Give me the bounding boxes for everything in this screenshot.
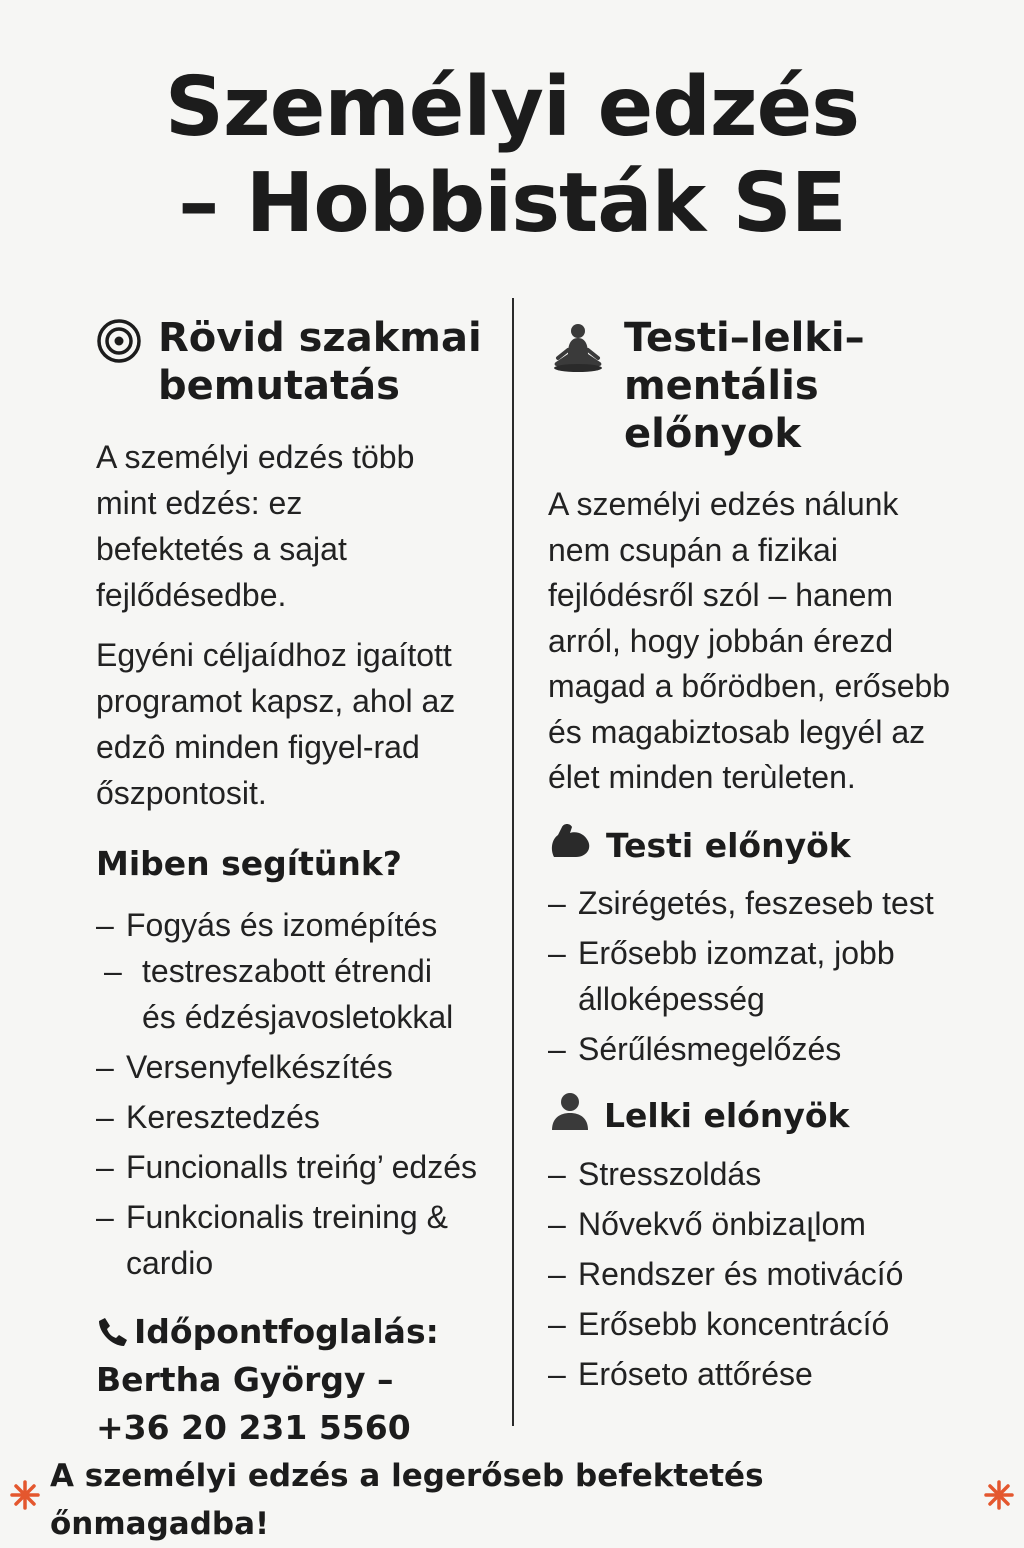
list-item: – Erősebb koncentrácíó <box>548 1301 978 1347</box>
target-icon <box>96 318 142 375</box>
booking-contact <box>96 1308 496 1452</box>
booking-label-row <box>96 1308 496 1356</box>
list-item: – Funkcionalis treining & cardio <box>96 1194 486 1286</box>
physical-heading <box>548 821 978 872</box>
benefits-paragraph: A személyi edzés nálunk nem csupán a fizikai fejlódésről szól – hanem arról, hogy jobbán érezd magad a bőrödben, erősebb és magabiztosab legyél az élet minden terùleten. <box>548 486 951 795</box>
person-silhouette-icon <box>548 1090 592 1143</box>
list-item: – Zsirégetés, feszeseb test <box>548 880 978 926</box>
intro-paragraph-1: A személyi edzés több mint edzés: ez befektetés a sajat fejlődésedbe. <box>96 439 415 613</box>
benefits-heading-text: Testi–lelki–mentális előnyok <box>624 315 865 457</box>
list-item: – Keresztedzés <box>96 1094 496 1140</box>
mental-benefits-list <box>548 1151 978 1397</box>
footer-text: A személyi edzés a legerőseb befektetés őnmagadba! <box>50 1458 764 1542</box>
mental-heading-text: Lelki elónyök <box>604 1096 850 1135</box>
sparkle-icon <box>984 1476 1014 1524</box>
benefits-heading <box>548 314 978 458</box>
list-item: – testreszabott étrendi és édzésjavosletokkal <box>104 948 472 1040</box>
list-item: – Sérűlésmegelőzés <box>548 1026 978 1072</box>
footer-tagline <box>0 1452 1024 1548</box>
contact-phone[interactable]: +36 20 231 5560 <box>96 1408 411 1447</box>
intro-heading-text: Rövid szakmai bemutatás <box>158 315 482 409</box>
booking-label: Időpontfoglalás: <box>134 1312 439 1351</box>
list-item: – Erősebb izomzat, jobb álloképesség <box>548 930 958 1022</box>
mental-heading <box>548 1090 978 1143</box>
list-item: – Erósetо attőrése <box>548 1351 978 1397</box>
sparkle-icon <box>10 1476 40 1524</box>
list-item: – Versenyfelkészítés <box>96 1044 496 1090</box>
title-line-2: – Hobbisták SE <box>178 156 846 251</box>
intro-heading <box>96 314 496 410</box>
page-title <box>0 60 1024 252</box>
right-column <box>548 314 978 1397</box>
left-column <box>96 314 496 1452</box>
help-heading <box>96 842 496 886</box>
title-line-1: Személyi edzés <box>164 60 860 155</box>
flexed-bicep-icon <box>548 821 594 872</box>
meditation-icon <box>548 322 608 385</box>
physical-heading-text: Testi előnyök <box>606 826 851 865</box>
intro-paragraph-2: Egyéni céljaídhoz igaított programot kapsz, ahol az edzô minden figyel-rad őszpontosit. <box>96 637 456 811</box>
list-item: – Rendszer és motivácíó <box>548 1251 978 1297</box>
phone-icon <box>96 1315 130 1349</box>
column-divider <box>512 298 514 1426</box>
list-item: – Fogyás és izomépítés <box>96 902 496 948</box>
help-heading-text: Miben segítünk? <box>96 844 402 883</box>
list-item: – Stresszoldás <box>548 1151 978 1197</box>
list-item: – Nővekvő önbizaլlom <box>548 1201 978 1247</box>
contact-name: Bertha György – <box>96 1360 394 1399</box>
physical-benefits-list <box>548 880 978 1072</box>
services-list <box>96 902 496 1286</box>
list-item: – Funcionalls treińg’ edzés <box>96 1144 496 1190</box>
